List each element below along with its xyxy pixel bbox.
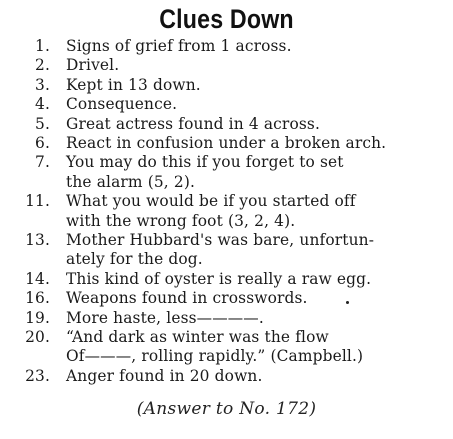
ink-speck [346,301,349,304]
clue-item [0,367,453,386]
clue-item [0,270,453,289]
clue-text: Weapons found in crosswords. [66,289,308,308]
clue-text: Consequence. [66,95,178,114]
clue-text: Great actress found in 4 across. [66,114,320,133]
clue-number: 4. [35,95,50,114]
clue-text: “And dark as winter was the flow Of———, rolling rapidly.” (Campbell.) [66,327,364,366]
clue-number: 3. [35,75,50,94]
clue-item [0,192,453,231]
clue-number: 19. [25,308,50,327]
clue-number: 16. [25,289,50,308]
clue-number: 14. [25,269,50,288]
clue-item [0,95,453,114]
clue-item [0,231,453,270]
clue-number: 20. [25,327,50,346]
clue-number: 6. [35,133,50,152]
clue-item [0,289,453,308]
clue-number: 11. [25,192,50,211]
clue-text: You may do this if you forget to set the alarm (5, 2). [66,153,344,191]
clue-text: More haste, less————. [66,308,264,327]
clue-number: 7. [35,153,50,172]
clue-item [0,76,453,95]
clue-item [0,56,453,75]
clue-number: 13. [25,230,50,249]
clue-item [0,37,453,56]
page-title: Clues Down [159,4,294,34]
clue-text: Mother Hubbard's was bare, unfortun- ately for the dog. [66,230,375,269]
clue-text: Signs of grief from 1 across. [66,37,292,55]
clue-text: Drivel. [66,56,120,75]
clue-text: This kind of oyster is really a raw egg. [66,269,372,288]
clue-number: 1. [35,37,50,55]
clue-number: 5. [35,114,50,133]
clue-text: Anger found in 20 down. [66,366,263,385]
clue-item [0,309,453,328]
clue-item [0,153,453,192]
clues-list [0,37,453,386]
clue-item [0,328,453,367]
clue-text: React in confusion under a broken arch. [66,133,387,152]
answer-reference: (Answer to No. 172) [136,399,317,419]
clue-number: 2. [35,56,50,75]
clue-number: 23. [25,366,50,385]
clue-text: What you would be if you started off with the wrong foot (3, 2, 4). [66,192,356,230]
clue-text: Kept in 13 down. [66,75,201,94]
clue-item [0,134,453,153]
clue-item [0,115,453,134]
